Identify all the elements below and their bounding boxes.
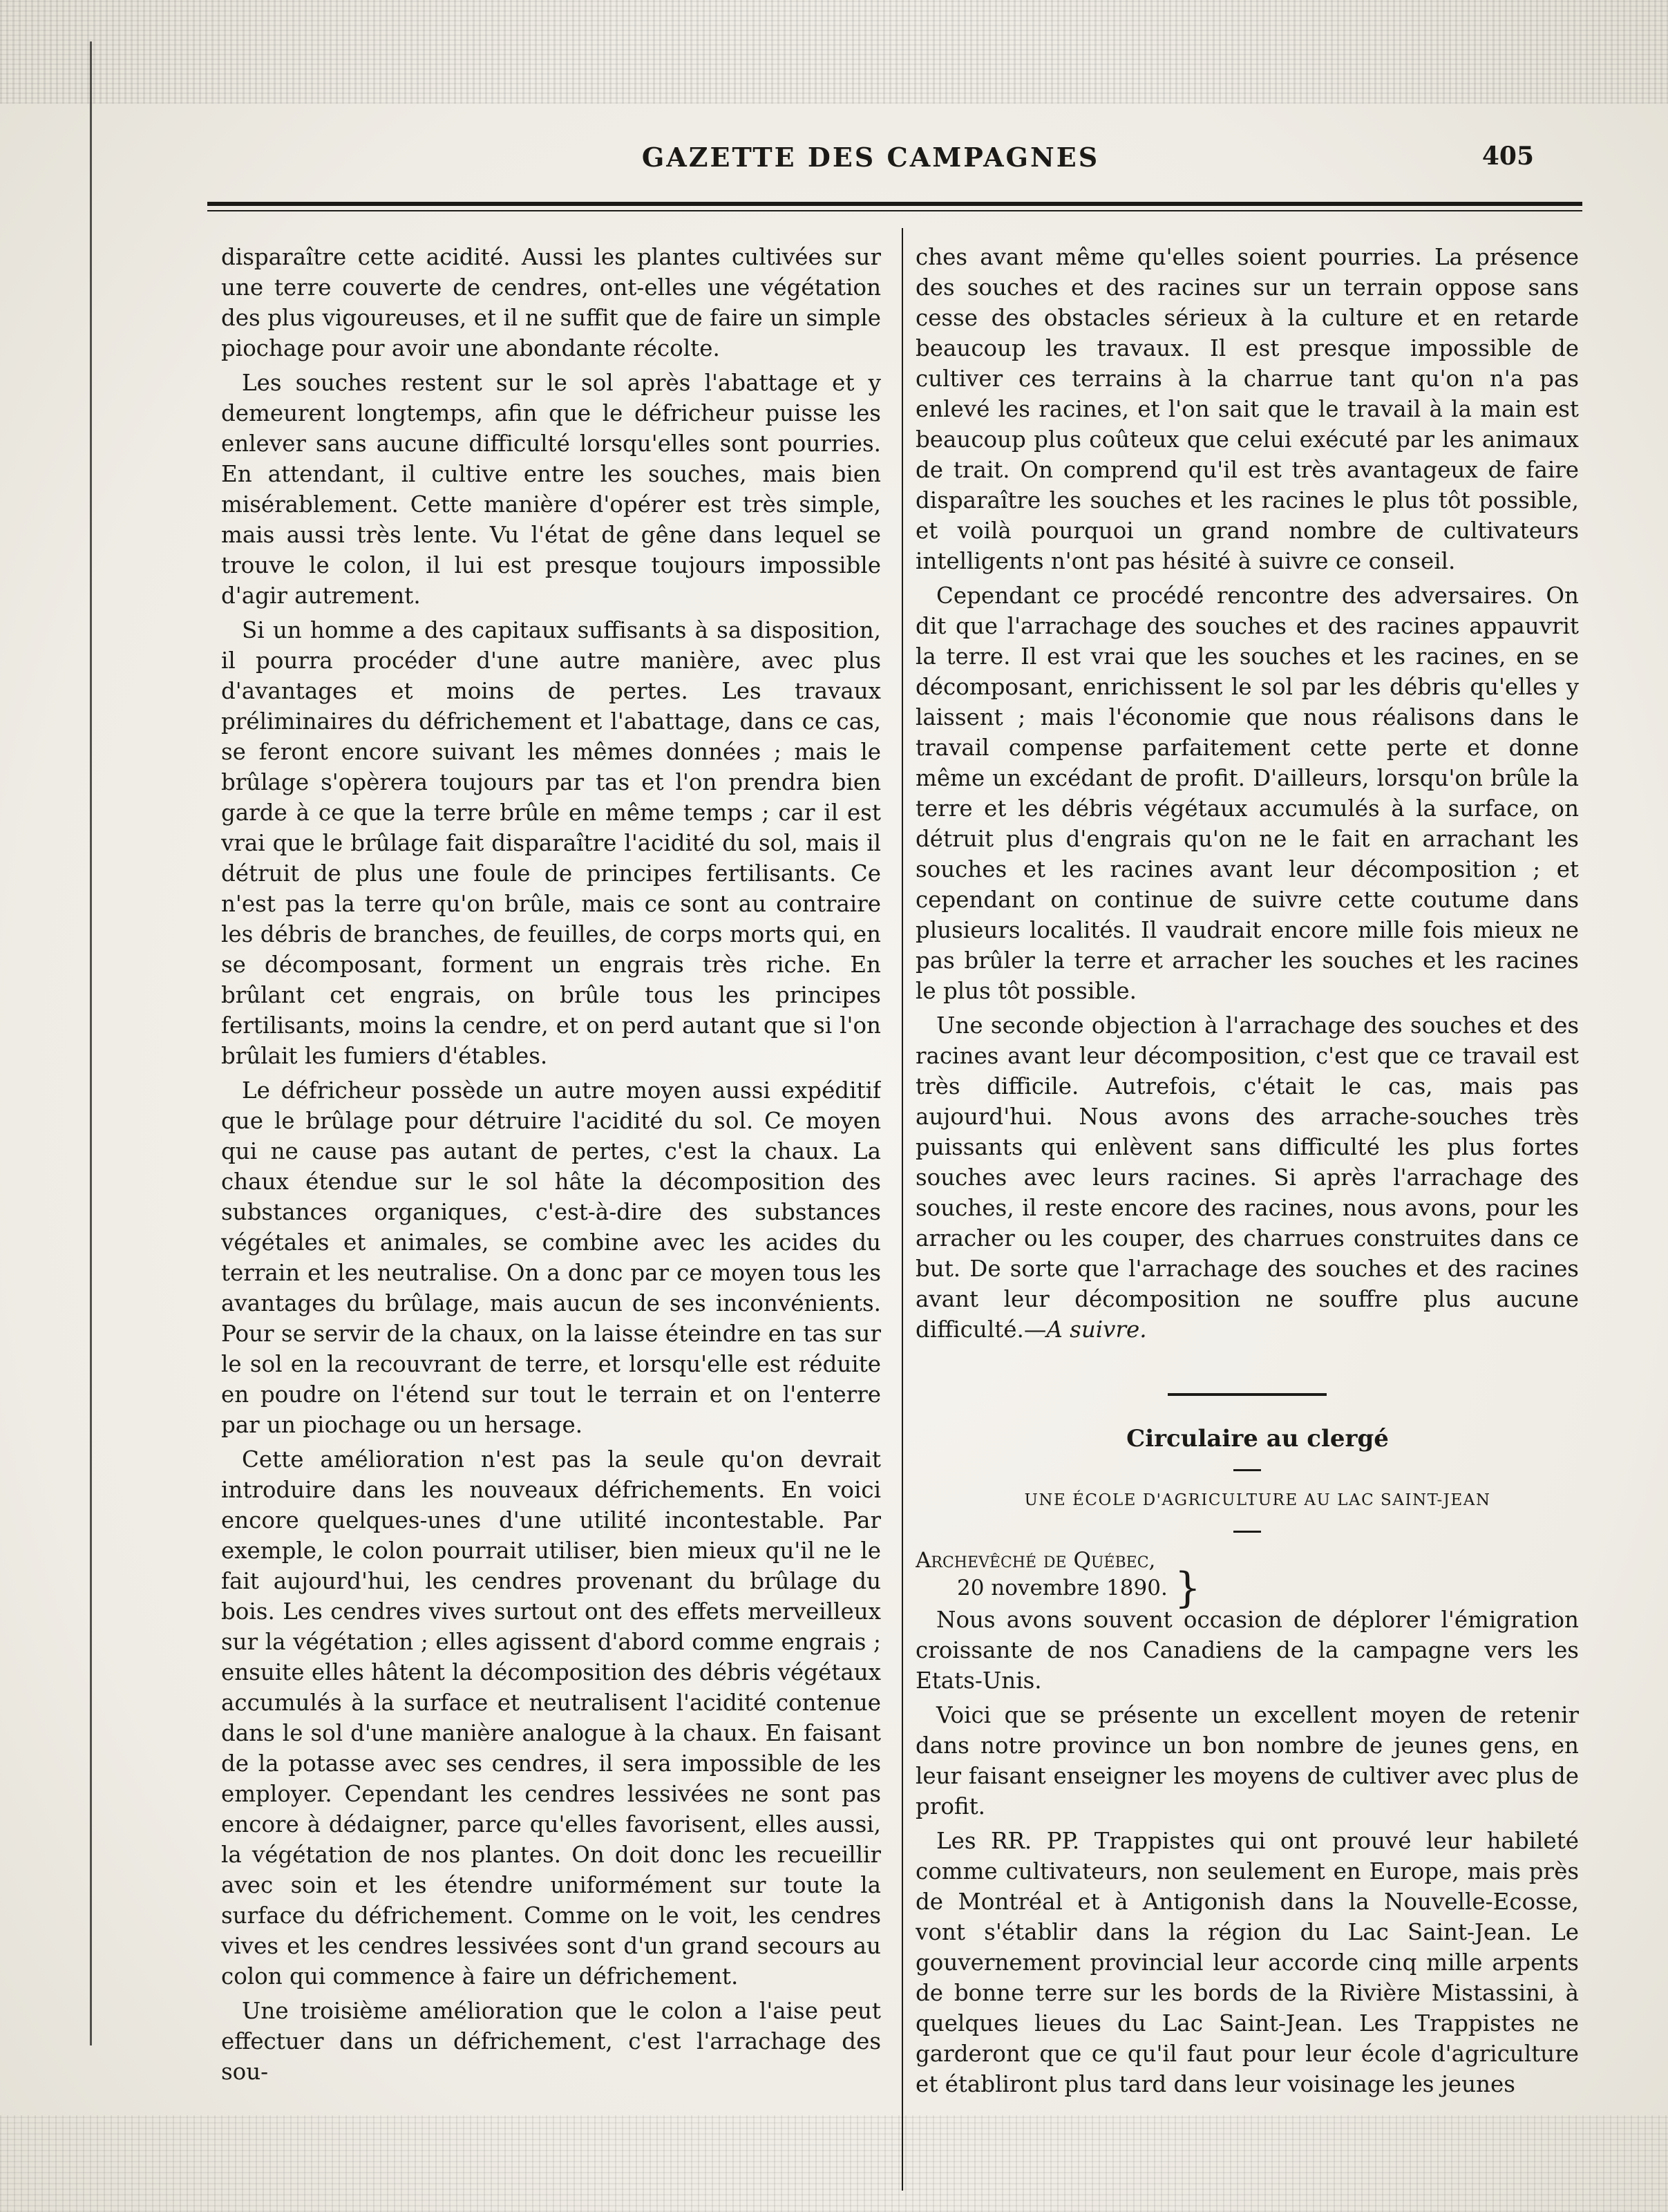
paragraph: disparaître cette acidité. Aussi les plantes cultivées sur une terre couverte de cendres, ont-elles une végétation des plus vigoureuses, et il ne suffit que de faire un simple piochage pour avoir une abondante récolte.: [221, 244, 881, 361]
paragraph: Une troisième amélioration que le colon a l'aise peut effectuer dans un défrichement, c'est l'arrachage des sou-: [221, 1998, 881, 2085]
paragraph: Voici que se présente un excellent moyen de retenir dans notre province un bon nombre de jeunes gens, en leur faisant enseigner les moyens de cultiver avec plus de profit.: [916, 1702, 1579, 1819]
page-number: 405: [1481, 142, 1534, 171]
header-rule-thin: [207, 210, 1582, 211]
section-subtitle: UNE ÉCOLE D'AGRICULTURE AU LAC SAINT-JEAN: [1024, 1491, 1491, 1509]
left-column: [221, 242, 881, 2135]
section-separator: [1168, 1393, 1327, 1396]
paragraph: Les RR. PP. Trappistes qui ont prouvé leur habileté comme cultivateurs, non seulement en Europe, mais près de Montréal et à Antigonish dans la Nouvelle-Ecosse, vont s'établir dans la région du Lac Saint-Jean. Le gouvernement provincial leur accorde cinq mille arpents de bonne terre sur les bords de la Rivière Mistassini, à quelques lieues du Lac Saint-Jean. Les Trappistes ne garderont que ce qu'il faut pour leur école d'agriculture et établiront plus tard dans leur voisinage les jeunes: [916, 1828, 1579, 2097]
paragraph-text: Une seconde objection à l'arrachage des souches et des racines avant leur décomposition, c'est que ce travail est très difficile. Autrefois, c'était le cas, mais pas aujourd'hui. Nous avons des arrache-souches très puissants qui enlèvent sans difficulté les plus fortes souches avec leurs racines. Si après l'arrachage des souches, il reste encore des racines, nous avons, pour les arracher ou les couper, des charrues construites dans ce but. De sorte que l'arrachage des souches et des racines avant leur décomposition ne souffre plus aucune difficulté.—: [916, 1012, 1579, 1343]
paragraph: Cependant ce procédé rencontre des adversaires. On dit que l'arrachage des souches et des racines appauvrit la terre. Il est vrai que les souches et les racines, en se décomposant, enrichissent le sol par les débris qu'elles y laissent ; mais l'économie que nous réalisons dans le travail compense parfaitement cette perte et donne même un excédant de profit. D'ailleurs, lorsqu'on brûle la terre et les débris végétaux accumulés à la surface, on détruit plus d'engrais qu'on ne le fait en arrachant les souches et les racines avant leur décomposition ; et cependant on continue de suivre cette coutume dans plusieurs localités. Il vaudrait encore mille fois mieux ne pas brûler la terre et arracher les souches et les racines le plus tôt possible.: [916, 583, 1579, 1004]
to-be-continued: A suivre.: [1046, 1316, 1147, 1343]
paragraph: Les souches restent sur le sol après l'abattage et y demeurent longtemps, afin que le défricheur puisse les enlever sans aucune difficulté lorsqu'elles sont pourries. En attendant, il cultive entre les souches, mais bien misérablement. Cette manière d'opérer est très simple, mais aussi très lente. Vu l'état de gêne dans lequel se trouve le colon, il lui est presque toujours impossible d'agir autrement.: [221, 370, 881, 609]
publication-title: GAZETTE DES CAMPAGNES: [641, 142, 1100, 173]
header-rule-thick: [207, 202, 1582, 206]
paragraph: Le défricheur possède un autre moyen aussi expéditif que le brûlage pour détruire l'acidité du sol. Ce moyen qui ne cause pas autant de pertes, c'est la chaux. La chaux étendue sur le sol hâte la décomposition des substances organiques, c'est-à-dire des substances végétales et animales, se combine avec les acides du terrain et les neutralise. On a donc par ce moyen tous les avantages du brûlage, mais aucun de ses inconvénients. Pour se servir de la chaux, on la laisse éteindre en tas sur le sol en la recouvrant de terre, et lorsqu'elle est réduite en poudre on l'étend sur tout le terrain et on l'enterre par un piochage ou un hersage.: [221, 1077, 881, 1438]
paragraph: Cette amélioration n'est pas la seule qu'on devrait introduire dans les nouveaux défrichements. En voici encore quelques-unes d'une utilité incontestable. Par exemple, le colon pourrait utiliser, bien mieux qu'il ne le fait aujourd'hui, les cendres provenant du brûlage du bois. Les cendres vives surtout ont des effets merveilleux sur la végétation ; elles agissent d'abord comme engrais ; ensuite elles hâtent la décomposition des débris végétaux accumulés à la surface et neutralisent l'acidité contenue dans le sol d'une manière analogue à la chaux. En faisant de la potasse avec ses cendres, il sera impossible de les employer. Cependant les cendres lessivées ne sont pas encore à dédaigner, parce qu'elles favorisent, elles aussi, la végétation de nos plantes. On doit donc les recueillir avec soin et les étendre uniformément sur toute la surface du défrichement. Comme on le voit, les cendres vives et les cendres lessivées sont d'un grand secours au colon qui commence à faire un défrichement.: [221, 1446, 881, 1989]
dateline-date-text: 20 novembre 1890.: [957, 1576, 1168, 1600]
column-divider: [902, 228, 903, 2191]
dateline-date: [916, 1564, 1579, 1612]
paragraph: ches avant même qu'elles soient pourries. La présence des souches et des racines sur un terrain oppose sans cesse des obstacles sérieux à la culture et en retarde beaucoup les travaux. Il est presque impossible de cultiver ces terrains à la charrue tant qu'on n'a pas enlevé les racines, et l'on sait que le travail à la main est beaucoup plus coûteux que celui exécuté par les animaux de trait. On comprend qu'il est très avantageux de faire disparaître les souches et les racines le plus tôt possible, et voilà pourquoi un grand nombre de cultivateurs intelligents n'ont pas hésité à suivre ce conseil.: [916, 244, 1579, 574]
paragraph: Si un homme a des capitaux suffisants à sa disposition, il pourra procéder d'une autre manière, avec plus d'avantages et moins de pertes. Les travaux préliminaires du défrichement et l'abattage, dans ce cas, se feront encore suivant les mêmes données ; mais le brûlage s'opèrera toujours par tas et l'on prendra bien garde à ce que la terre brûle en même temps ; car il est vrai que le brûlage fait disparaître l'acidité du sol, mais il détruit de plus une foule de principes fertilisants. Ce n'est pas la terre qu'on brûle, mais ce sont au contraire les débris de branches, de feuilles, de corps morts qui, en se décomposant, forment un engrais très riche. En brûlant cet engrais, on brûle tous les principes fertilisants, moins la cendre, et on perd autant que si l'on brûlait les fumiers d'étables.: [221, 617, 881, 1069]
running-header: [207, 142, 1534, 183]
brace-glyph: }: [1174, 1564, 1201, 1612]
binding-margin-line: [90, 41, 92, 2045]
paragraph: [916, 1010, 1579, 1345]
dateline: [916, 1547, 1579, 1612]
subtitle-dash: [1233, 1531, 1261, 1533]
dateline-place: Archevêché de Québec,: [916, 1548, 1156, 1573]
paragraph: Nous avons souvent occasion de déplorer l'émigration croissante de nos Canadiens de la campagne vers les Etats-Unis.: [916, 1607, 1579, 1694]
right-column: [916, 242, 1579, 2135]
scan-noise-top: [0, 0, 1668, 104]
section-title: Circulaire au clergé: [1126, 1425, 1389, 1453]
title-dash: [1233, 1469, 1261, 1471]
